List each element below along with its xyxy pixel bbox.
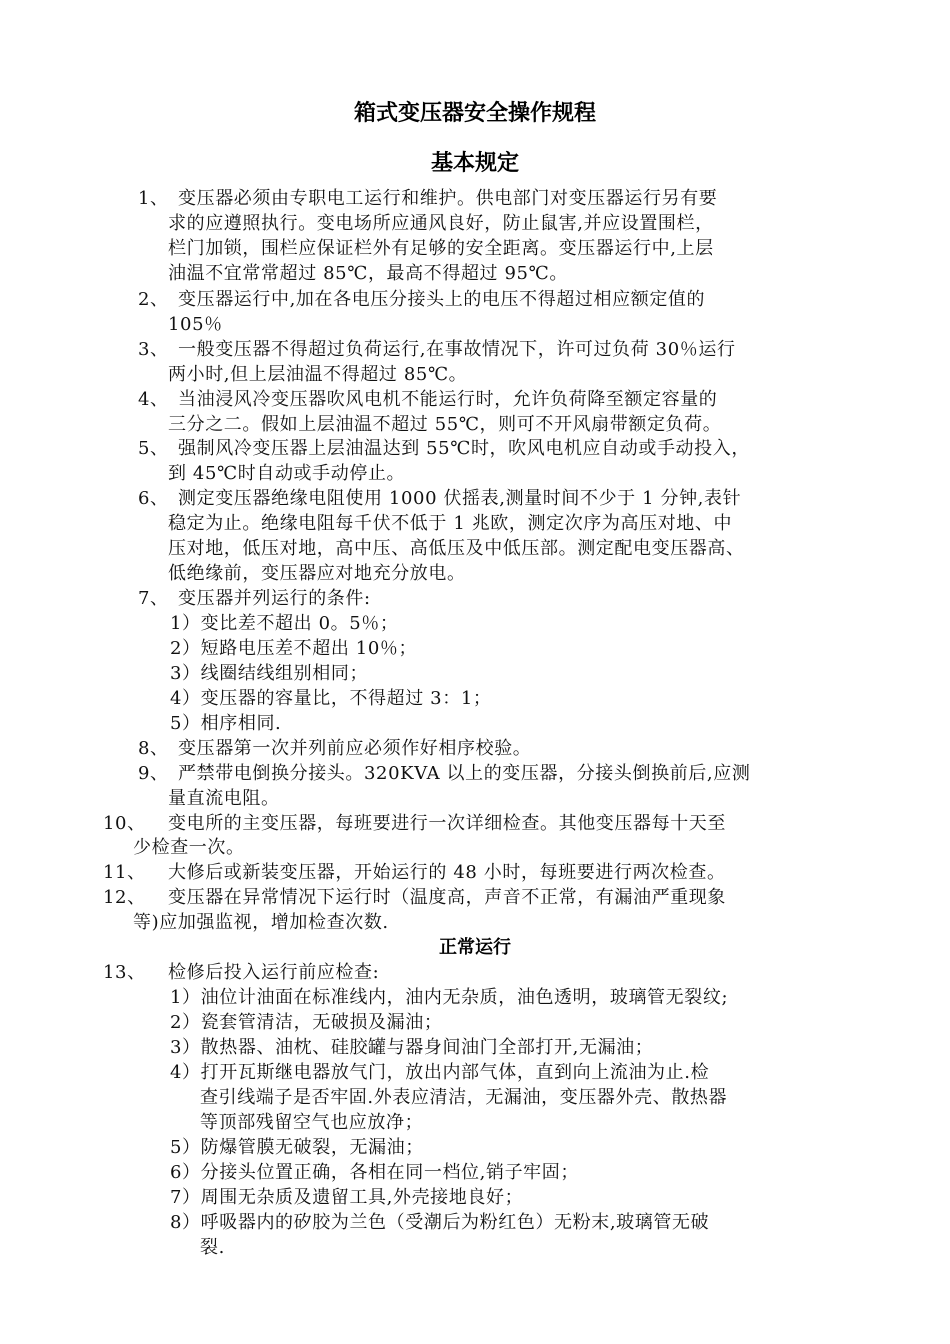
item-text-line: 求的应遵照执行。变电场所应通风良好，防止鼠害,并应设置围栏， <box>168 213 714 234</box>
item-text-line: 105％ <box>168 314 223 335</box>
item-number: 13、 <box>103 962 146 983</box>
item-text-line: 检修后投入运行前应检查: <box>168 962 380 983</box>
sub-item: 1）油位计油面在标准线内，油内无杂质，油色透明，玻璃管无裂纹; <box>170 987 729 1008</box>
item-text-line: 变电所的主变压器，每班要进行一次详细检查。其他变压器每十天至 <box>168 813 726 834</box>
item-number: 7、 <box>138 588 169 609</box>
item-number: 1、 <box>138 188 169 209</box>
item-number: 5、 <box>138 438 169 459</box>
item-text-line: 两小时,但上层油温不得超过 85℃。 <box>168 364 468 385</box>
item-text-line: 变压器第一次并列前应必须作好相序校验。 <box>178 738 532 759</box>
sub-item: 裂. <box>200 1237 225 1258</box>
sub-item: 2）瓷套管清洁，无破损及漏油； <box>170 1012 443 1033</box>
item-text-line: 测定变压器绝缘电阻使用 1000 伏摇表,测量时间不少于 1 分钟,表针 <box>178 488 742 509</box>
item-text-line: 当油浸风冷变压器吹风电机不能运行时，允许负荷降至额定容量的 <box>178 389 718 410</box>
sub-item: 5）相序相同. <box>170 713 282 734</box>
sub-item: 3）散热器、油枕、硅胶罐与器身间油门全部打开,无漏油； <box>170 1037 654 1058</box>
sub-item: 1）变比差不超出 0。5％； <box>170 613 399 634</box>
item-text-line: 变压器在异常情况下运行时（温度高，声音不正常，有漏油严重现象 <box>168 887 726 908</box>
item-text-line: 大修后或新装变压器，开始运行的 48 小时，每班要进行两次检查。 <box>168 862 726 883</box>
item-number: 10、 <box>103 813 146 834</box>
item-text-line: 变压器必须由专职电工运行和维护。供电部门对变压器运行另有要 <box>178 188 718 209</box>
sub-item: 查引线端子是否牢固.外表应清洁，无漏油，变压器外壳、散热器 <box>200 1087 728 1108</box>
item-text-line: 到 45℃时自动或手动停止。 <box>168 463 406 484</box>
item-number: 4、 <box>138 389 169 410</box>
item-text-line: 变压器运行中,加在各电压分接头上的电压不得超过相应额定值的 <box>178 289 706 310</box>
item-text-line: 强制风冷变压器上层油温达到 55℃时，吹风电机应自动或手动投入， <box>178 438 750 459</box>
sub-item: 4）打开瓦斯继电器放气门，放出内部气体，直到向上流油为止.检 <box>170 1062 710 1083</box>
item-text-line: 低绝缘前，变压器应对地充分放电。 <box>168 563 466 584</box>
item-text-line: 三分之二。假如上层油温不超过 55℃，则可不开风扇带额定负荷。 <box>168 414 722 435</box>
sub-item: 7）周围无杂质及遗留工具,外壳接地良好； <box>170 1187 524 1208</box>
section-title-basic: 基本规定 <box>430 151 519 176</box>
item-text-line: 少检查一次。 <box>133 837 245 858</box>
item-text-line: 栏门加锁，围栏应保证栏外有足够的安全距离。变压器运行中,上层 <box>168 238 714 259</box>
item-text-line: 一般变压器不得超过负荷运行,在事故情况下，许可过负荷 30％运行 <box>178 339 736 360</box>
sub-item: 3）线圈结线组别相同； <box>170 663 369 684</box>
sub-item: 4）变压器的容量比，不得超过 3：1； <box>170 688 492 709</box>
item-text-line: 压对地，低压对地，高中压、高低压及中低压部。测定配电变压器高、 <box>168 538 745 559</box>
item-number: 6、 <box>138 488 169 509</box>
section-title-normal-operation: 正常运行 <box>439 937 511 958</box>
item-number: 9、 <box>138 763 169 784</box>
item-text-line: 严禁带电倒换分接头。320KVA 以上的变压器，分接头倒换前后,应测 <box>178 763 751 784</box>
item-text-line: 稳定为止。绝缘电阻每千伏不低于 1 兆欧，测定次序为高压对地、中 <box>168 513 733 534</box>
item-number: 12、 <box>103 887 146 908</box>
item-number: 2、 <box>138 289 169 310</box>
item-number: 11、 <box>103 862 146 883</box>
document-title: 箱式变压器安全操作规程 <box>353 101 596 126</box>
sub-item: 2）短路电压差不超出 10％； <box>170 638 418 659</box>
sub-item: 8）呼吸器内的矽胶为兰色（受潮后为粉红色）无粉末,玻璃管无破 <box>170 1212 710 1233</box>
item-number: 3、 <box>138 339 169 360</box>
item-text-line: 变压器并列运行的条件: <box>178 588 371 609</box>
item-text-line: 等)应加强监视，增加检查次数. <box>133 912 389 933</box>
item-text-line: 油温不宜常常超过 85℃，最高不得超过 95℃。 <box>168 263 568 284</box>
sub-item: 6）分接头位置正确，各相在同一档位,销子牢固； <box>170 1162 579 1183</box>
item-text-line: 量直流电阻。 <box>168 788 280 809</box>
sub-item: 5）防爆管膜无破裂，无漏油； <box>170 1137 424 1158</box>
sub-item: 等顶部残留空气也应放净； <box>200 1112 424 1133</box>
item-number: 8、 <box>138 738 169 759</box>
